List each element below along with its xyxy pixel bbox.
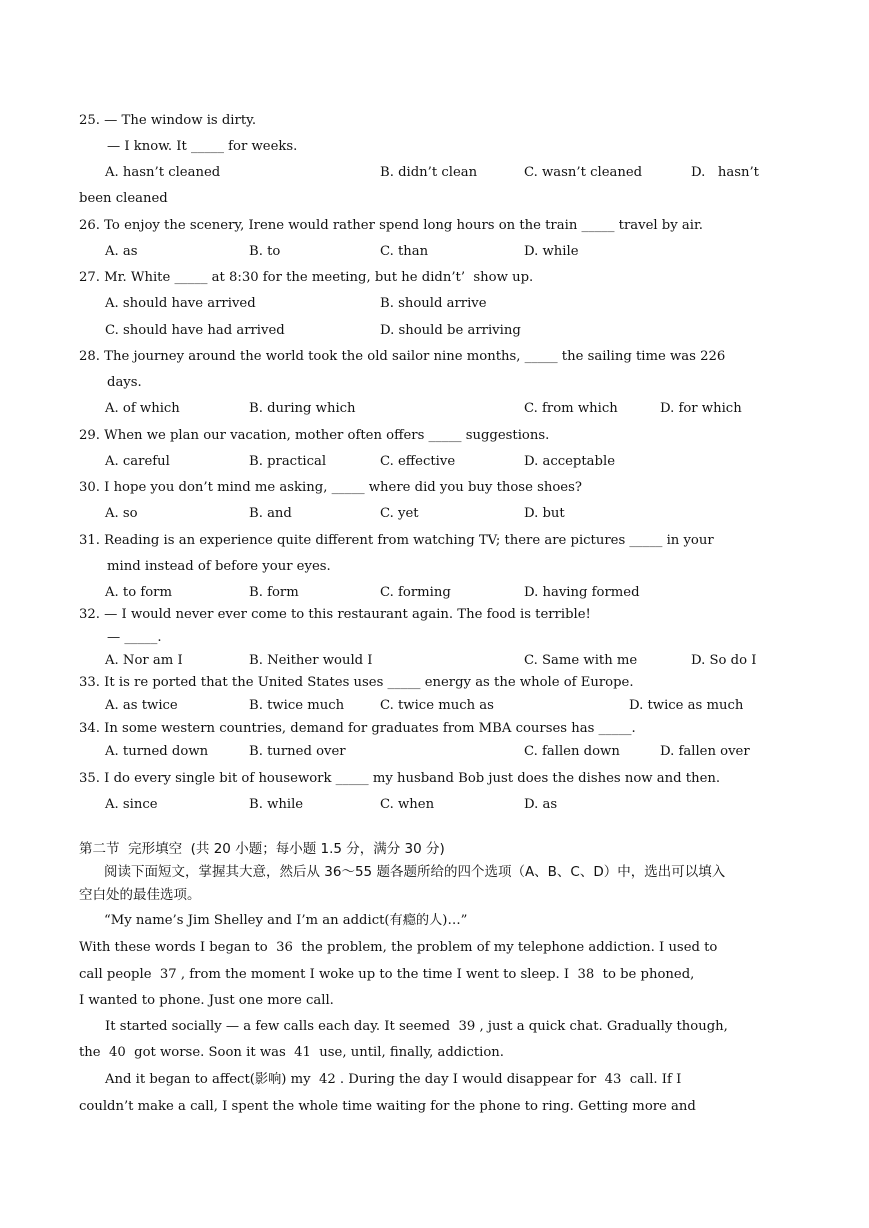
question-25-options-cont: been cleaned [79, 191, 168, 206]
section-heading: 第二节 完形填空 (共 20 小题；每小题 1.5 分，满分 30 分) [79, 841, 445, 857]
question-35-stem: 35. I do every single bit of housework _____ my husband Bob just does the dishes now and then. [79, 771, 721, 786]
section-instructions: 阅读下面短文，掌握其大意，然后从 36～55 题各题所给的四个选项（A、B、C、D）中，选出可以填入 [104, 864, 726, 880]
option-c: C. forming [380, 585, 451, 600]
option-b: B. should arrive [380, 296, 487, 311]
question-27-options-row2 [105, 322, 795, 340]
option-a: A. turned down [105, 744, 209, 759]
option-c: C. wasn’t cleaned [524, 165, 643, 180]
question-25-options [105, 164, 795, 182]
passage-line: It started socially — a few calls each day. It seemed 39 , just a quick chat. Gradually though, [105, 1019, 728, 1034]
passage-line: call people 37 , from the moment I woke up to the time I went to sleep. I 38 to be phoned, [79, 967, 695, 982]
option-b: B. Neither would I [249, 653, 373, 668]
option-a: A. should have arrived [105, 296, 256, 311]
option-a: A. so [105, 506, 138, 521]
question-26-stem: 26. To enjoy the scenery, Irene would rather spend long hours on the train _____ travel by air. [79, 218, 704, 233]
question-27-options [105, 295, 795, 313]
option-a: A. as twice [105, 698, 178, 713]
option-d: D. as [524, 797, 558, 812]
question-28-options [105, 400, 795, 418]
section-instructions-cont: 空白处的最佳选项。 [79, 887, 201, 903]
question-28-stem-line2: days. [107, 375, 142, 390]
option-d: D. So do I [691, 653, 757, 668]
question-28-stem: 28. The journey around the world took the old sailor nine months, _____ the sailing time was 226 [79, 349, 726, 364]
option-c: C. than [380, 244, 429, 259]
option-a: A. hasn’t cleaned [105, 165, 221, 180]
question-34-options [105, 743, 795, 761]
option-a: A. Nor am I [105, 653, 183, 668]
option-b: B. twice much [249, 698, 345, 713]
question-29-options [105, 453, 795, 471]
option-d: D. fallen over [660, 744, 750, 759]
option-c: C. when [380, 797, 435, 812]
option-c: C. should have had arrived [105, 323, 285, 338]
question-30-options [105, 505, 795, 523]
option-d: D. should be arriving [380, 323, 521, 338]
question-25-stem-line2: — I know. It _____ for weeks. [107, 139, 298, 154]
passage-line: couldn’t make a call, I spent the whole time waiting for the phone to ring. Getting more and [79, 1099, 696, 1114]
question-31-options [105, 584, 795, 602]
question-31-stem-line2: mind instead of before your eyes. [107, 559, 331, 574]
option-a: A. of which [105, 401, 180, 416]
question-29-stem: 29. When we plan our vacation, mother often offers _____ suggestions. [79, 428, 550, 443]
option-d: D. acceptable [524, 454, 615, 469]
question-25-stem: 25. — The window is dirty. [79, 113, 257, 128]
option-d: D. having formed [524, 585, 640, 600]
option-d: D. hasn’t [691, 165, 759, 180]
passage-line: And it began to affect(影响) my 42 . During the day I would disappear for 43 call. If I [105, 1072, 682, 1087]
question-32-stem: 32. — I would never ever come to this restaurant again. The food is terrible! [79, 607, 591, 622]
option-c: C. yet [380, 506, 419, 521]
question-31-stem: 31. Reading is an experience quite different from watching TV; there are pictures _____ in your [79, 533, 714, 548]
option-b: B. turned over [249, 744, 346, 759]
option-c: C. effective [380, 454, 456, 469]
question-32-options [105, 652, 795, 670]
option-b: B. form [249, 585, 299, 600]
question-34-stem: 34. In some western countries, demand for graduates from MBA courses has _____. [79, 721, 636, 736]
question-35-options [105, 796, 795, 814]
option-c: C. from which [524, 401, 618, 416]
option-d: D. for which [660, 401, 742, 416]
option-b: B. practical [249, 454, 327, 469]
question-26-options [105, 243, 795, 261]
option-c: C. twice much as [380, 698, 494, 713]
option-d: D. twice as much [629, 698, 744, 713]
question-27-stem: 27. Mr. White _____ at 8:30 for the meeting, but he didn’t’ show up. [79, 270, 534, 285]
question-30-stem: 30. I hope you don’t mind me asking, _____ where did you buy those shoes? [79, 480, 582, 495]
option-d: D. but [524, 506, 565, 521]
passage-line: With these words I began to 36 the problem, the problem of my telephone addiction. I used to [79, 940, 718, 955]
option-d: D. while [524, 244, 579, 259]
question-33-options [105, 697, 795, 715]
option-a: A. as [105, 244, 138, 259]
passage-line: “My name’s Jim Shelley and I’m an addict(有瘾的人)…” [104, 913, 468, 928]
option-b: B. while [249, 797, 304, 812]
option-b: B. and [249, 506, 292, 521]
option-b: B. to [249, 244, 281, 259]
option-c: C. Same with me [524, 653, 638, 668]
question-33-stem: 33. It is re ported that the United States uses _____ energy as the whole of Europe. [79, 675, 634, 690]
question-32-stem-line2: — _____. [107, 630, 162, 645]
option-a: A. to form [105, 585, 172, 600]
passage-line: the 40 got worse. Soon it was 41 use, until, finally, addiction. [79, 1045, 504, 1060]
option-b: B. didn’t clean [380, 165, 478, 180]
option-a: A. careful [105, 454, 170, 469]
option-b: B. during which [249, 401, 356, 416]
option-a: A. since [105, 797, 158, 812]
option-c: C. fallen down [524, 744, 620, 759]
passage-line: I wanted to phone. Just one more call. [79, 993, 334, 1008]
